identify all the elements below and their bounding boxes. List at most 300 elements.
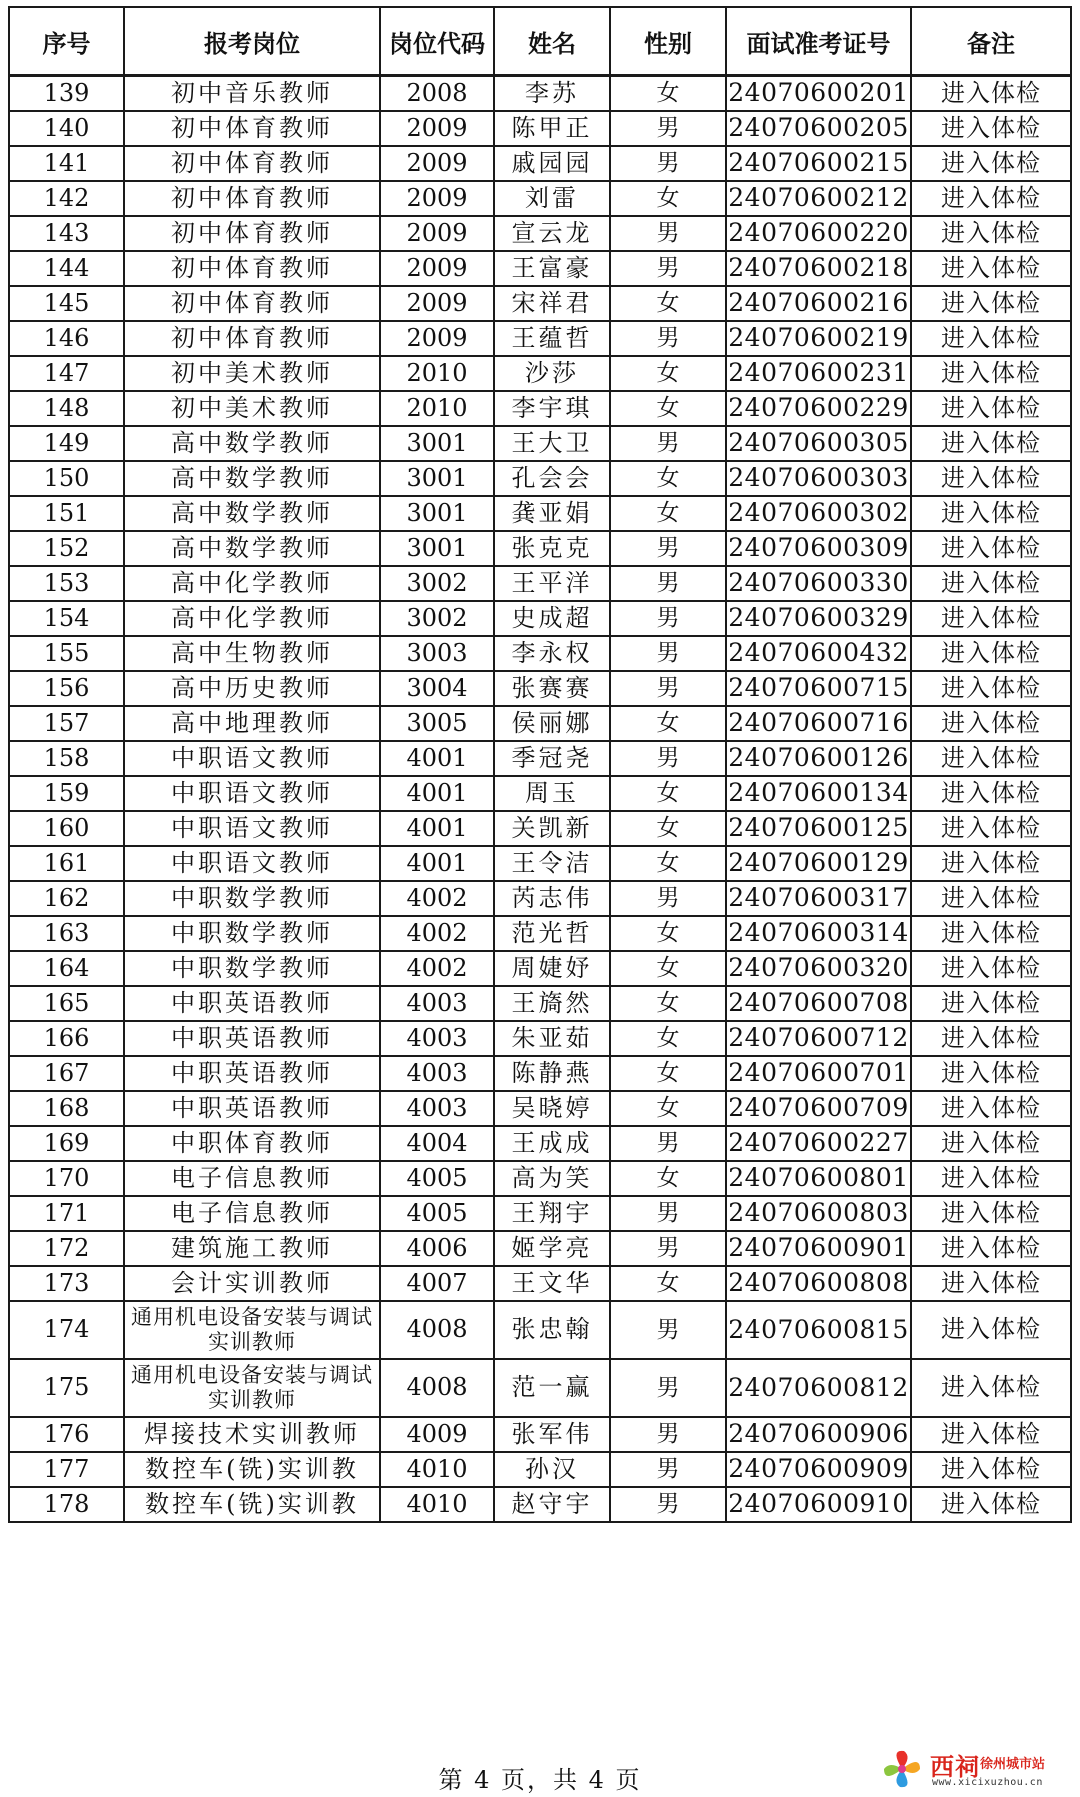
cell-position: 高中数学教师 [124,426,380,461]
cell-name: 王富豪 [494,251,610,286]
cell-name: 周玉 [494,776,610,811]
cell-position: 中职数学教师 [124,951,380,986]
cell-exam-id: 24070600909 [726,1452,911,1487]
header-row [9,7,1071,76]
cell-gender: 女 [610,1266,726,1301]
cell-name: 李宇琪 [494,391,610,426]
cell-seq: 141 [9,146,124,181]
cell-position: 初中体育教师 [124,321,380,356]
cell-position: 电子信息教师 [124,1196,380,1231]
table-row [9,1487,1071,1522]
cell-position-code: 3003 [380,636,494,671]
cell-note: 进入体检 [911,531,1071,566]
cell-gender: 女 [610,1021,726,1056]
cell-position: 初中体育教师 [124,251,380,286]
cell-seq: 160 [9,811,124,846]
table-row [9,461,1071,496]
cell-seq: 170 [9,1161,124,1196]
cell-seq: 176 [9,1417,124,1452]
cell-position-code: 2009 [380,321,494,356]
cell-name: 季冠尧 [494,741,610,776]
cell-seq: 146 [9,321,124,356]
cell-exam-id: 24070600815 [726,1301,911,1359]
cell-gender: 女 [610,986,726,1021]
cell-position-code: 3002 [380,566,494,601]
cell-note: 进入体检 [911,181,1071,216]
table-row [9,881,1071,916]
cell-note: 进入体检 [911,391,1071,426]
cell-position-code: 4002 [380,916,494,951]
cell-seq: 162 [9,881,124,916]
cell-exam-id: 24070600305 [726,426,911,461]
table-row [9,1091,1071,1126]
table-row [9,671,1071,706]
cell-gender: 男 [610,1301,726,1359]
cell-gender: 女 [610,496,726,531]
cell-seq: 156 [9,671,124,706]
cell-note: 进入体检 [911,286,1071,321]
cell-seq: 166 [9,1021,124,1056]
cell-position-code: 2009 [380,216,494,251]
cell-name: 戚园园 [494,146,610,181]
cell-position: 数控车(铣)实训教 [124,1452,380,1487]
cell-gender: 男 [610,216,726,251]
cell-exam-id: 24070600218 [726,251,911,286]
header-position-code: 岗位代码 [380,7,494,76]
cell-position-code: 2008 [380,76,494,112]
cell-seq: 154 [9,601,124,636]
table-row [9,1021,1071,1056]
cell-name: 王旖然 [494,986,610,1021]
cell-position-code: 2009 [380,181,494,216]
page-number: 第 4 页，共 4 页 [438,1766,642,1794]
cell-seq: 161 [9,846,124,881]
cell-name: 张忠翰 [494,1301,610,1359]
cell-position-code: 2009 [380,111,494,146]
header-position: 报考岗位 [124,7,380,76]
cell-name: 王令洁 [494,846,610,881]
cell-exam-id: 24070600126 [726,741,911,776]
cell-position-code: 3002 [380,601,494,636]
cell-name: 张克克 [494,531,610,566]
cell-position: 初中美术教师 [124,391,380,426]
cell-position-code: 4003 [380,1056,494,1091]
cell-position: 高中生物教师 [124,636,380,671]
table-header [9,7,1071,76]
cell-note: 进入体检 [911,461,1071,496]
cell-name: 宣云龙 [494,216,610,251]
cell-exam-id: 24070600803 [726,1196,911,1231]
table-row [9,811,1071,846]
cell-seq: 163 [9,916,124,951]
header-name: 姓名 [494,7,610,76]
cell-seq: 140 [9,111,124,146]
cell-exam-id: 24070600715 [726,671,911,706]
cell-name: 王蕴哲 [494,321,610,356]
cell-note: 进入体检 [911,426,1071,461]
cell-position-code: 4002 [380,951,494,986]
cell-exam-id: 24070600712 [726,1021,911,1056]
cell-position-code: 3001 [380,531,494,566]
cell-position: 中职英语教师 [124,986,380,1021]
cell-name: 王平洋 [494,566,610,601]
cell-position-code: 3001 [380,496,494,531]
watermark-brand: 西祠 [930,1753,980,1781]
table-row [9,916,1071,951]
cell-gender: 男 [610,1452,726,1487]
cell-note: 进入体检 [911,1359,1071,1417]
cell-position: 中职体育教师 [124,1126,380,1161]
cell-position: 焊接技术实训教师 [124,1417,380,1452]
cell-position-code: 2009 [380,146,494,181]
table-row [9,1056,1071,1091]
cell-gender: 女 [610,1091,726,1126]
cell-position: 初中美术教师 [124,356,380,391]
cell-note: 进入体检 [911,111,1071,146]
site-watermark [876,1745,1072,1793]
cell-name: 芮志伟 [494,881,610,916]
cell-gender: 男 [610,111,726,146]
table-row [9,1452,1071,1487]
cell-gender: 女 [610,76,726,112]
cell-position: 高中数学教师 [124,461,380,496]
cell-note: 进入体检 [911,1056,1071,1091]
cell-exam-id: 24070600801 [726,1161,911,1196]
cell-position: 通用机电设备安装与调试实训教师 [124,1359,380,1417]
cell-name: 史成超 [494,601,610,636]
cell-position: 中职语文教师 [124,846,380,881]
cell-gender: 男 [610,531,726,566]
cell-seq: 167 [9,1056,124,1091]
cell-name: 沙莎 [494,356,610,391]
cell-gender: 女 [610,286,726,321]
cell-gender: 女 [610,391,726,426]
cell-note: 进入体检 [911,1231,1071,1266]
cell-note: 进入体检 [911,706,1071,741]
cell-note: 进入体检 [911,846,1071,881]
cell-exam-id: 24070600901 [726,1231,911,1266]
cell-gender: 男 [610,741,726,776]
cell-seq: 144 [9,251,124,286]
cell-exam-id: 24070600215 [726,146,911,181]
cell-seq: 151 [9,496,124,531]
cell-name: 范光哲 [494,916,610,951]
cell-seq: 168 [9,1091,124,1126]
cell-note: 进入体检 [911,881,1071,916]
cell-name: 王成成 [494,1126,610,1161]
cell-name: 范一赢 [494,1359,610,1417]
cell-seq: 150 [9,461,124,496]
cell-position-code: 3001 [380,461,494,496]
table-row [9,181,1071,216]
table-row [9,706,1071,741]
cell-note: 进入体检 [911,1021,1071,1056]
cell-name: 侯丽娜 [494,706,610,741]
cell-seq: 153 [9,566,124,601]
cell-position-code: 2009 [380,251,494,286]
cell-note: 进入体检 [911,1161,1071,1196]
cell-position-code: 4010 [380,1452,494,1487]
table-row [9,321,1071,356]
cell-position-code: 3001 [380,426,494,461]
cell-name: 朱亚茹 [494,1021,610,1056]
cell-gender: 女 [610,461,726,496]
cell-exam-id: 24070600812 [726,1359,911,1417]
cell-seq: 145 [9,286,124,321]
cell-exam-id: 24070600701 [726,1056,911,1091]
cell-position-code: 4003 [380,1021,494,1056]
cell-note: 进入体检 [911,601,1071,636]
cell-name: 王文华 [494,1266,610,1301]
cell-exam-id: 24070600212 [726,181,911,216]
cell-name: 李苏 [494,76,610,112]
cell-position-code: 2009 [380,286,494,321]
cell-position-code: 2010 [380,391,494,426]
cell-name: 关凯新 [494,811,610,846]
cell-exam-id: 24070600201 [726,76,911,112]
cell-gender: 男 [610,1231,726,1266]
watermark-city: 徐州城市站 [980,1757,1046,1772]
cell-position-code: 4008 [380,1301,494,1359]
cell-seq: 165 [9,986,124,1021]
cell-exam-id: 24070600314 [726,916,911,951]
cell-note: 进入体检 [911,356,1071,391]
cell-seq: 149 [9,426,124,461]
cell-name: 王大卫 [494,426,610,461]
cell-position-code: 4003 [380,986,494,1021]
cell-gender: 男 [610,566,726,601]
cell-position-code: 3004 [380,671,494,706]
cell-seq: 175 [9,1359,124,1417]
cell-note: 进入体检 [911,566,1071,601]
cell-name: 张军伟 [494,1417,610,1452]
cell-note: 进入体检 [911,146,1071,181]
table-row [9,111,1071,146]
cell-position: 初中体育教师 [124,111,380,146]
cell-note: 进入体检 [911,1452,1071,1487]
cell-seq: 157 [9,706,124,741]
cell-position: 中职数学教师 [124,881,380,916]
cell-gender: 女 [610,356,726,391]
cell-name: 李永权 [494,636,610,671]
cell-exam-id: 24070600220 [726,216,911,251]
table-row [9,951,1071,986]
table-row [9,636,1071,671]
cell-position: 初中音乐教师 [124,76,380,112]
cell-exam-id: 24070600309 [726,531,911,566]
cell-position: 高中地理教师 [124,706,380,741]
cell-seq: 142 [9,181,124,216]
table-row [9,76,1071,112]
cell-exam-id: 24070600125 [726,811,911,846]
table-row [9,496,1071,531]
cell-position-code: 4003 [380,1091,494,1126]
result-table-container [8,6,1070,1523]
cell-position-code: 4001 [380,741,494,776]
cell-exam-id: 24070600808 [726,1266,911,1301]
header-seq: 序号 [9,7,124,76]
cell-position-code: 4004 [380,1126,494,1161]
cell-position: 中职英语教师 [124,1091,380,1126]
cell-note: 进入体检 [911,76,1071,112]
header-note: 备注 [911,7,1071,76]
cell-note: 进入体检 [911,1196,1071,1231]
cell-gender: 女 [610,1161,726,1196]
cell-seq: 143 [9,216,124,251]
cell-gender: 女 [610,951,726,986]
table-row [9,1359,1071,1417]
cell-exam-id: 24070600317 [726,881,911,916]
cell-seq: 158 [9,741,124,776]
header-exam-id: 面试准考证号 [726,7,911,76]
cell-gender: 女 [610,1056,726,1091]
cell-gender: 男 [610,146,726,181]
cell-position: 初中体育教师 [124,181,380,216]
cell-position: 高中化学教师 [124,566,380,601]
table-row [9,566,1071,601]
cell-position: 中职语文教师 [124,811,380,846]
cell-note: 进入体检 [911,741,1071,776]
cell-position: 中职语文教师 [124,741,380,776]
cell-exam-id: 24070600709 [726,1091,911,1126]
cell-name: 张赛赛 [494,671,610,706]
cell-position: 建筑施工教师 [124,1231,380,1266]
cell-position: 中职英语教师 [124,1056,380,1091]
cell-exam-id: 24070600303 [726,461,911,496]
cell-exam-id: 24070600229 [726,391,911,426]
cell-position: 中职数学教师 [124,916,380,951]
cell-gender: 女 [610,916,726,951]
cell-note: 进入体检 [911,251,1071,286]
cell-position: 电子信息教师 [124,1161,380,1196]
cell-gender: 女 [610,776,726,811]
cell-position-code: 4001 [380,811,494,846]
cell-position-code: 4006 [380,1231,494,1266]
cell-note: 进入体检 [911,1487,1071,1522]
cell-gender: 男 [610,1487,726,1522]
cell-exam-id: 24070600134 [726,776,911,811]
table-row [9,741,1071,776]
watermark-url: www.xicixuzhou.cn [932,1777,1043,1788]
cell-position-code: 4007 [380,1266,494,1301]
cell-gender: 男 [610,1196,726,1231]
cell-gender: 女 [610,706,726,741]
cell-exam-id: 24070600205 [726,111,911,146]
cell-note: 进入体检 [911,1091,1071,1126]
cell-name: 刘雷 [494,181,610,216]
cell-seq: 173 [9,1266,124,1301]
cell-note: 进入体检 [911,776,1071,811]
cell-exam-id: 24070600432 [726,636,911,671]
cell-exam-id: 24070600716 [726,706,911,741]
cell-gender: 男 [610,881,726,916]
cell-name: 周婕妤 [494,951,610,986]
table-row [9,391,1071,426]
cell-position-code: 4005 [380,1161,494,1196]
cell-gender: 男 [610,426,726,461]
cell-name: 赵守宇 [494,1487,610,1522]
table-row [9,216,1071,251]
cell-seq: 164 [9,951,124,986]
cell-name: 陈甲正 [494,111,610,146]
cell-seq: 178 [9,1487,124,1522]
table-row [9,426,1071,461]
cell-seq: 169 [9,1126,124,1161]
table-row [9,1231,1071,1266]
cell-exam-id: 24070600129 [726,846,911,881]
cell-seq: 155 [9,636,124,671]
cell-position: 数控车(铣)实训教 [124,1487,380,1522]
header-gender: 性别 [610,7,726,76]
cell-note: 进入体检 [911,1126,1071,1161]
table-row [9,986,1071,1021]
cell-position: 初中体育教师 [124,286,380,321]
cell-gender: 男 [610,601,726,636]
cell-exam-id: 24070600302 [726,496,911,531]
cell-gender: 女 [610,181,726,216]
cell-note: 进入体检 [911,1301,1071,1359]
cell-gender: 男 [610,1359,726,1417]
cell-gender: 男 [610,251,726,286]
cell-name: 龚亚娟 [494,496,610,531]
cell-note: 进入体检 [911,1266,1071,1301]
table-row [9,1266,1071,1301]
cell-note: 进入体检 [911,1417,1071,1452]
cell-gender: 男 [610,1417,726,1452]
cell-exam-id: 24070600219 [726,321,911,356]
cell-name: 孙汉 [494,1452,610,1487]
cell-note: 进入体检 [911,636,1071,671]
pinwheel-logo-icon [876,1745,928,1793]
table-row [9,531,1071,566]
cell-seq: 152 [9,531,124,566]
cell-name: 姬学亮 [494,1231,610,1266]
table-row [9,356,1071,391]
cell-gender: 男 [610,636,726,671]
cell-position-code: 3005 [380,706,494,741]
cell-seq: 177 [9,1452,124,1487]
cell-gender: 男 [610,671,726,706]
cell-position: 初中体育教师 [124,146,380,181]
cell-position: 中职语文教师 [124,776,380,811]
table-row [9,146,1071,181]
cell-gender: 女 [610,846,726,881]
cell-position-code: 4005 [380,1196,494,1231]
result-table [8,6,1072,1523]
table-row [9,776,1071,811]
table-row [9,1161,1071,1196]
table-row [9,1417,1071,1452]
cell-exam-id: 24070600906 [726,1417,911,1452]
cell-position: 高中化学教师 [124,601,380,636]
table-row [9,601,1071,636]
cell-seq: 172 [9,1231,124,1266]
cell-seq: 139 [9,76,124,112]
cell-position: 初中体育教师 [124,216,380,251]
cell-position: 会计实训教师 [124,1266,380,1301]
cell-position-code: 4001 [380,776,494,811]
cell-exam-id: 24070600910 [726,1487,911,1522]
cell-name: 陈静燕 [494,1056,610,1091]
cell-name: 吴晓婷 [494,1091,610,1126]
table-body [9,76,1071,1523]
table-row [9,846,1071,881]
cell-gender: 女 [610,811,726,846]
table-row [9,251,1071,286]
cell-position-code: 4010 [380,1487,494,1522]
cell-seq: 147 [9,356,124,391]
cell-note: 进入体检 [911,321,1071,356]
